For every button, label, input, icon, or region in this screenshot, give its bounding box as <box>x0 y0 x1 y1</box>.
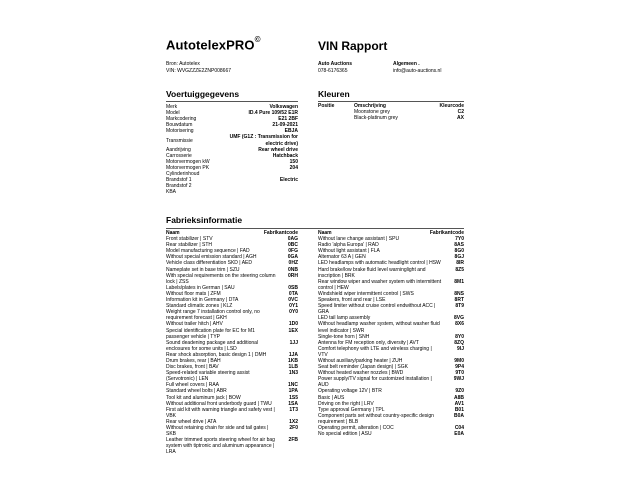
factory-divider <box>166 228 464 229</box>
factory-table-left <box>166 230 298 455</box>
table-row <box>166 340 298 352</box>
row-value: 1JA <box>288 351 298 358</box>
row-label: Basic | AUS <box>318 394 345 401</box>
factory-col-name: Naam <box>318 230 332 236</box>
row-value: 204 <box>289 164 298 171</box>
row-label: Bouwdatum <box>166 122 193 129</box>
row-value: 8IR <box>456 260 464 267</box>
row-value: Hatchback <box>272 152 298 159</box>
row-label: LED headlamps with automatic headlight control | HSW <box>318 260 441 267</box>
row-label: Cylinderinhoud <box>166 171 200 178</box>
table-row <box>318 413 464 425</box>
row-label: With special requirements on the steering column lock | ZSS <box>166 272 276 285</box>
row-value: 0HZ <box>288 260 298 267</box>
factory-col-code: Fabrikantcode <box>429 230 464 236</box>
row-label: Model <box>166 110 180 117</box>
row-value: 0BC <box>287 242 298 249</box>
row-label: Without light assistant | FLA <box>318 248 380 255</box>
vehicle-divider <box>166 101 298 102</box>
row-label: Hard brake/low brake fluid level warninglight and inscription | BRK <box>318 266 426 279</box>
row-label: Radio 'alpha Europa' | RAD <box>318 242 379 249</box>
row-label: Speakers, front and rear | LSE <box>318 297 386 304</box>
row-value: 0RH <box>287 272 298 279</box>
row-label: Merk <box>166 104 178 110</box>
table-row <box>166 134 298 146</box>
table-row <box>166 370 298 382</box>
row-value: 1X2 <box>289 418 298 425</box>
autotelex-logo <box>166 37 261 52</box>
row-value: 1D0 <box>288 321 298 328</box>
factory-table-right <box>318 230 464 437</box>
row-value: 0TA <box>288 290 298 297</box>
table-row <box>166 437 298 455</box>
row-label: Drum brakes, rear | BAH <box>166 357 221 364</box>
row-label: Without headlamp washer system, without washer fluid level indicator | SWR <box>318 321 440 334</box>
row-label: Without auxiliary/parking heater | ZUH <box>318 357 403 364</box>
row-value: 7Y0 <box>455 236 464 243</box>
row-label: Operating voltage 12V | BTR <box>318 388 382 395</box>
factory-col-name: Naam <box>166 230 180 236</box>
row-label: Without floor mats | ZFM <box>166 290 221 297</box>
color-code: C2 <box>457 109 464 116</box>
row-value: 8VG <box>453 315 464 322</box>
row-label: Without additional front underbody guard | TWU <box>166 400 272 407</box>
row-label: Standard wheel bolts | ABR <box>166 388 227 395</box>
row-value: 0Y0 <box>289 309 298 316</box>
row-label: Seat belt reminder (Japan design) | SGK <box>318 364 408 371</box>
row-label: Front stabilizer | STV <box>166 236 213 243</box>
row-value: 9WJ <box>453 376 464 383</box>
table-row <box>318 279 464 291</box>
table-row <box>318 321 464 333</box>
table-row <box>166 407 298 419</box>
color-description: Black-platinum grey <box>354 115 398 122</box>
row-value: 8G0 <box>454 248 464 255</box>
row-label: Windshield wiper intermittent control | SWS <box>318 290 414 297</box>
row-label: Model manufacturing sequence | FAD <box>166 248 250 255</box>
row-value: 8AS <box>454 242 464 249</box>
row-label: Transmissie <box>166 137 193 144</box>
row-value: E0A <box>454 431 464 438</box>
row-value: 1LB <box>288 364 298 371</box>
row-label: Standard climatic zones | KLZ <box>166 303 233 310</box>
row-label: Labels/plates in German | SAU <box>166 284 235 291</box>
row-label: Motorvermogen PK <box>166 164 210 171</box>
row-value: 0Y1 <box>289 303 298 310</box>
row-label: LED tail lamp assembly <box>318 315 371 322</box>
row-label: Motorvermogen kW <box>166 158 210 165</box>
row-value: 8GJ <box>454 254 464 261</box>
table-row <box>166 328 298 340</box>
row-label: Carrosserie <box>166 152 192 159</box>
row-label: Rear shock absorption, basic design 1 | DMH <box>166 351 267 358</box>
row-value: 0NB <box>287 266 298 273</box>
row-value: 1N3 <box>288 370 298 377</box>
row-value: AV1 <box>454 400 464 407</box>
row-label: Type approval Germany | TPL <box>318 406 385 413</box>
row-value: 9Z0 <box>455 388 464 395</box>
row-value: 1NC <box>287 382 298 389</box>
row-value: 1SA <box>288 400 298 407</box>
logo-text: AutotelexPRO <box>166 37 255 53</box>
row-value <box>297 189 298 195</box>
row-label: Full wheel covers | RAA <box>166 382 219 389</box>
row-label: Without special emission standard | AGH <box>166 254 257 261</box>
row-value: 8Y0 <box>455 333 464 340</box>
row-label: Vehicle class differentiation SKD | AED <box>166 260 252 267</box>
row-label: Rear stabilizer | STH <box>166 242 213 249</box>
row-value: 0FG <box>288 248 298 255</box>
colors-col-description: Omschrijving <box>354 103 386 109</box>
row-label: Comfort telephony with LTE and wireless charging | VTV <box>318 345 432 358</box>
row-value: Rear wheel drive <box>258 146 298 153</box>
row-label: Antenna for FM reception only, diversity | AVT <box>318 339 419 346</box>
source-info <box>166 61 231 74</box>
table-row <box>318 303 464 315</box>
row-value: UMF (G1Z : Transmission for electric drive) <box>229 134 298 147</box>
vehicle-section-title: Voertuiggegevens <box>166 89 240 99</box>
page-title: VIN Rapport <box>318 39 388 53</box>
row-label: Alternator 63 A | GEN <box>318 254 366 261</box>
row-label: Operating permit, alteration | COC <box>318 425 394 431</box>
row-value: 0VC <box>288 297 298 304</box>
row-value: 8X6 <box>455 321 464 328</box>
logo-mark: © <box>254 35 261 44</box>
row-label: Power supply/TV signal for customized installation | AUD <box>318 376 432 389</box>
row-value: 8T9 <box>455 303 464 310</box>
source-label: Bron: Autotelex <box>166 61 200 67</box>
row-value: C04 <box>454 425 464 431</box>
row-value: 9T0 <box>455 370 464 377</box>
colors-section-title: Kleuren <box>318 89 350 99</box>
row-value: B0A <box>453 412 464 419</box>
row-value: A8B <box>453 394 464 401</box>
table-row <box>166 425 298 437</box>
table-row <box>318 431 464 437</box>
row-value: ID.4 Pure 109/52 E1R <box>248 110 298 117</box>
colors-col-position: Positie <box>318 103 335 109</box>
table-row <box>318 376 464 388</box>
row-label: Without retaining chain for side and tail gates | SKB <box>166 425 269 438</box>
row-label: Weight range 7 installation control only, no requirement forecast | GKH <box>166 309 260 322</box>
row-value: 9IJ <box>457 345 464 352</box>
table-row <box>318 346 464 358</box>
row-label: Speed limiter without cruise control endwithout ACC | GRA <box>318 303 436 316</box>
row-label: Leather trimmed sports steering wheel for air bag system with tiptronic and aluminum appearance | LRA <box>166 437 275 456</box>
row-value: Volkswagen <box>269 104 298 110</box>
row-value: 1KB <box>287 357 298 364</box>
row-label: Rear wheel drive | ATA <box>166 418 217 425</box>
row-value: EBJA <box>284 128 298 135</box>
row-label: Rear window wiper and washer system with intermittent control | HEW <box>318 278 442 291</box>
color-description: Moonstone grey <box>354 109 390 116</box>
row-label: Special identification plate for EC for M1 passenger vehicle | TYP <box>166 327 255 340</box>
row-label: KBA <box>166 189 177 196</box>
row-value: 21-09-2021 <box>272 122 298 129</box>
row-label: Single-tone horn | SNH <box>318 333 370 340</box>
row-label: Sound deadening package and additional enclosures for some units | LSD <box>166 339 259 352</box>
general-contact <box>393 61 441 74</box>
table-row <box>318 267 464 279</box>
colors-divider <box>318 101 464 102</box>
color-row <box>318 115 464 121</box>
row-label: Markcodering <box>166 116 197 123</box>
row-label: Without trailer hitch | AHV <box>166 321 223 328</box>
row-label: Without lane change assistant | SPU <box>318 236 400 243</box>
row-label: Nameplate set in base trim | SZU <box>166 266 240 273</box>
colors-table <box>318 103 464 121</box>
colors-col-code: Kleurcode <box>439 103 464 109</box>
auction-contact <box>318 61 352 74</box>
row-label: Brandstof 2 <box>166 183 192 190</box>
table-row <box>166 273 298 285</box>
row-value: 0AG <box>287 236 298 243</box>
row-value: 2FB <box>288 437 298 444</box>
factory-section-title: Fabrieksinformatie <box>166 215 243 225</box>
row-value: Electric <box>279 177 298 184</box>
row-label: Tool kit and aluminum jack | BOW <box>166 394 241 401</box>
row-label: Brandstof 1 <box>166 177 192 184</box>
row-label: Speed-related variable steering assist (Servotronic) | LEN <box>166 370 250 383</box>
row-label: Component parts set without country-specific design requirement | BLB <box>318 412 434 425</box>
row-value: 1PA <box>288 388 298 395</box>
row-value: 9P4 <box>455 364 464 371</box>
row-value: 8Z5 <box>455 266 464 273</box>
row-label: First aid kit with warning triangle and safety vest | VBK <box>166 406 275 419</box>
row-value: B01 <box>454 406 464 413</box>
vehicle-table <box>166 104 298 195</box>
general-label: Algemeen . <box>393 61 420 67</box>
table-row <box>166 189 298 195</box>
color-code: AX <box>457 115 464 122</box>
row-label: Without heated washer nozzles | BWD <box>318 370 404 377</box>
row-label: Motorisering <box>166 128 194 135</box>
row-value: 1S5 <box>289 394 298 401</box>
row-value: 0GA <box>287 254 298 261</box>
row-value: 8NS <box>454 290 464 297</box>
row-value: 1JJ <box>289 339 298 346</box>
factory-col-code: Fabrikantcode <box>263 230 298 236</box>
row-value: 0SB <box>288 284 298 291</box>
row-value: 8RT <box>454 297 464 304</box>
row-label: Aandrijving <box>166 146 191 153</box>
row-value: 1T3 <box>289 406 298 413</box>
row-label: Driving on the right | LRV <box>318 400 374 407</box>
auction-phone: 078-6176365 <box>318 67 348 74</box>
vin-number: VIN: WVGZZZE2ZNP008667 <box>166 67 232 74</box>
row-label: Disc brakes, front | BAV <box>166 364 219 371</box>
row-value: 1EX <box>288 327 298 334</box>
row-label: Information kit in Germany | DTA <box>166 297 239 304</box>
row-label: No special edition | ASU <box>318 431 372 438</box>
row-value: 150 <box>289 158 298 165</box>
row-value: 8ZQ <box>454 339 464 346</box>
row-value: E21 2BF <box>278 116 298 123</box>
general-email: info@auto-auctions.nl <box>393 67 442 74</box>
row-value: 2F0 <box>289 425 298 431</box>
row-value: 9M0 <box>454 357 464 364</box>
auction-name: Auto Auctions <box>318 61 352 67</box>
row-value: 8M1 <box>454 278 464 285</box>
table-row <box>166 309 298 321</box>
